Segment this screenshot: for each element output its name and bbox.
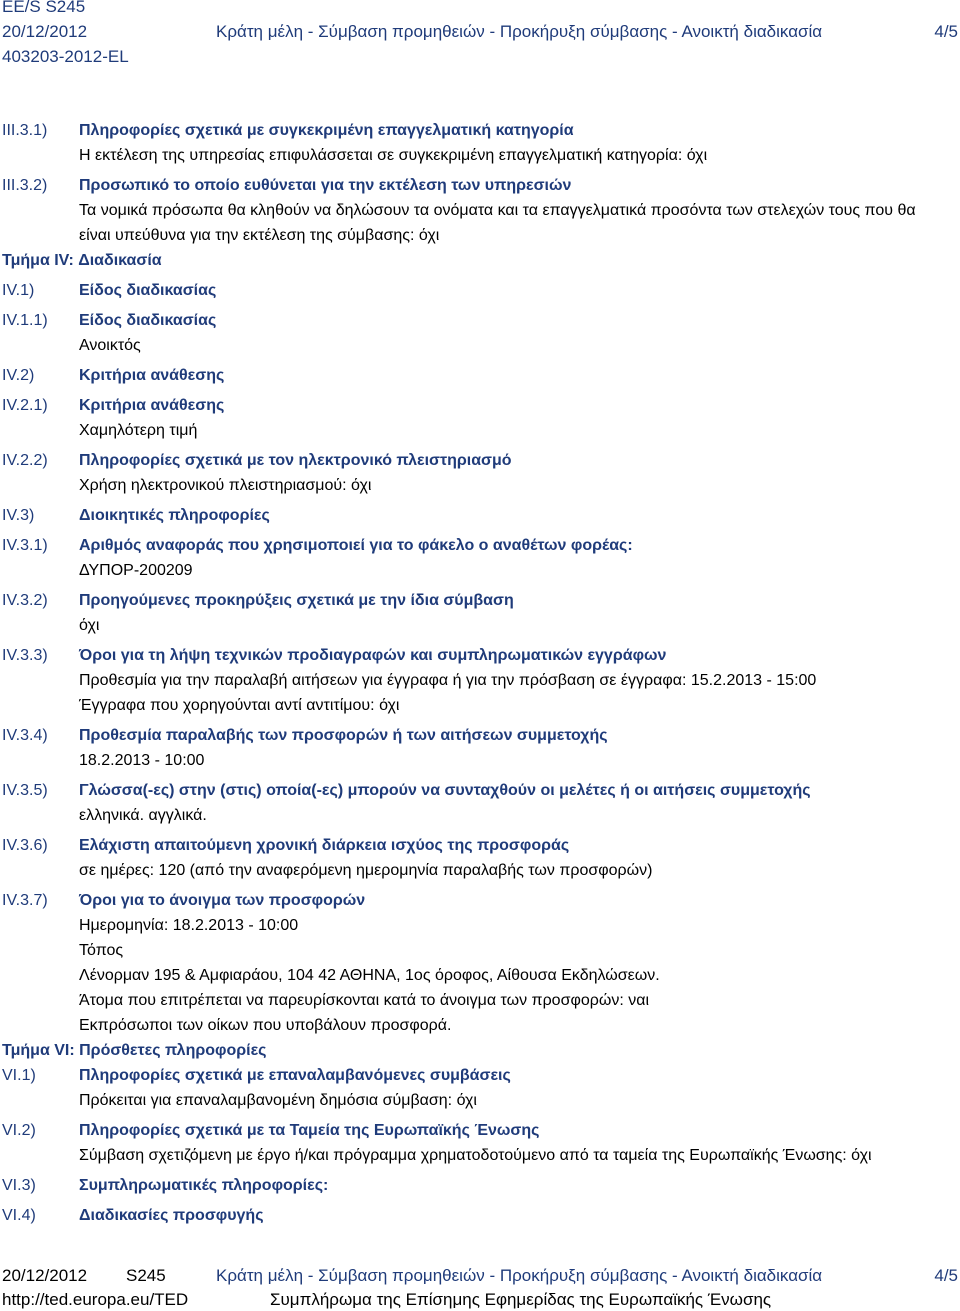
section-title: Πληροφορίες σχετικά με συγκεκριμένη επαγγελματική κατηγορία	[79, 122, 574, 139]
footer-date: 20/12/2012	[2, 1266, 88, 1285]
section-title: Κριτήρια ανάθεσης	[79, 397, 225, 414]
section-text: Η εκτέλεση της υπηρεσίας επιφυλάσσεται σε συγκεκριμένη επαγγελματική κατηγορία: όχι	[79, 147, 708, 164]
section-title: Προηγούμενες προκηρύξεις σχετικά με την ίδια σύμβαση	[79, 592, 514, 609]
place-label: Τόπος	[79, 942, 124, 959]
section-number: VI.1)	[2, 1067, 36, 1084]
section-number: VI.3)	[2, 1177, 36, 1194]
section-title: Πληροφορίες σχετικά με τα Ταμεία της Ευρωπαϊκής Ένωσης	[79, 1122, 540, 1139]
section-number: IV.3.3)	[2, 647, 48, 664]
section-iv-3-6	[0, 833, 960, 883]
section-text: Χρήση ηλεκτρονικού πλειστηριασμού: όχι	[79, 477, 372, 494]
section-number: VI.4)	[2, 1207, 36, 1224]
opening-date: Ημερομηνία: 18.2.2013 - 10:00	[79, 917, 299, 934]
footer-subtitle: Συμπλήρωμα της Επίσημης Εφημερίδας της Ευρωπαϊκής Ένωσης	[270, 1290, 772, 1309]
section-iv-3-4	[0, 723, 960, 773]
section-text: σε ημέρες: 120 (από την αναφερόμενη ημερομηνία παραλαβής των προσφορών)	[79, 862, 653, 879]
section-number: IV.3.6)	[2, 837, 48, 854]
header-doc-code: EE/S S245	[2, 0, 86, 16]
section-text: ΔΥΠΟΡ-200209	[79, 562, 193, 579]
section-title: Είδος διαδικασίας	[79, 282, 217, 299]
section-title: Συμπληρωματικές πληροφορίες:	[79, 1177, 329, 1194]
section-text: όχι	[79, 617, 100, 634]
footer-code: S245	[126, 1266, 166, 1285]
section-iii-3-2	[0, 173, 960, 248]
section-text: Ανοικτός	[79, 337, 141, 354]
section-number: IV.3.1)	[2, 537, 48, 554]
section-title: Ελάχιστη απαιτούμενη χρονική διάρκεια ισχύος της προσφοράς	[79, 837, 570, 854]
section-title: Διαδικασίες προσφυγής	[79, 1207, 264, 1224]
persons-detail: Εκπρόσωποι των οίκων που υποβάλουν προσφορά.	[79, 1017, 452, 1034]
footer-url[interactable]: http://ted.europa.eu/TED	[2, 1290, 189, 1309]
page-header	[0, 0, 960, 70]
page-footer	[0, 1264, 960, 1311]
section-title: Πληροφορίες σχετικά με επαναλαμβανόμενες συμβάσεις	[79, 1067, 511, 1084]
persons-allowed: Άτομα που επιτρέπεται να παρευρίσκονται κατά το άνοιγμα των προσφορών: ναι	[79, 992, 650, 1009]
section-title: Είδος διαδικασίας	[79, 312, 217, 329]
section-vi-4	[0, 1203, 960, 1228]
section-iv-1-1	[0, 308, 960, 358]
section-iv-3-3	[0, 643, 960, 718]
section-number: IV.2)	[2, 367, 35, 384]
header-date: 20/12/2012	[2, 22, 88, 41]
section-title: Γλώσσα(-ες) στην (στις) οποία(-ες) μπορούν να συνταχθούν οι μελέτες ή οι αιτήσεις συμμετοχής	[79, 782, 811, 799]
section-title: Διοικητικές πληροφορίες	[79, 507, 270, 524]
section-number: IV.2.2)	[2, 452, 48, 469]
section-iv-1	[0, 278, 960, 303]
section-number: IV.3.5)	[2, 782, 48, 799]
section-title: Προθεσμία παραλαβής των προσφορών ή των αιτήσεων συμμετοχής	[79, 727, 608, 744]
section-title: Αριθμός αναφοράς που χρησιμοποιεί για το φάκελο ο αναθέτων φορέας:	[79, 537, 633, 554]
section-number: IV.3.7)	[2, 892, 48, 909]
section-iv-heading: Τμήμα IV: Διαδικασία	[2, 252, 162, 269]
section-iv-2-1	[0, 393, 960, 443]
section-text: Σύμβαση σχετιζόμενη με έργο ή/και πρόγραμμα χρηματοδοτούμενο από τα ταμεία της Ευρωπαϊκής Ένωσης: όχι	[79, 1147, 872, 1164]
place-address: Λένορμαν 195 & Αμφιαράου, 104 42 ΑΘΗΝΑ, 1ος όροφος, Αίθουσα Εκδηλώσεων.	[79, 967, 660, 984]
section-text: 18.2.2013 - 10:00	[79, 752, 205, 769]
header-id: 403203-2012-EL	[2, 47, 129, 66]
section-text: Πρόκειται για επαναλαμβανομένη δημόσια σύμβαση: όχι	[79, 1092, 477, 1109]
section-vi-2	[0, 1118, 960, 1168]
section-iv-2	[0, 363, 960, 388]
section-iv-3-1	[0, 533, 960, 583]
header-title: Κράτη μέλη - Σύμβαση προμηθειών - Προκήρυξη σύμβασης - Ανοικτή διαδικασία	[216, 22, 823, 41]
section-title: Πληροφορίες σχετικά με τον ηλεκτρονικό πλειστηριασμό	[79, 452, 512, 469]
section-vi-1	[0, 1063, 960, 1113]
footer-page-number: 4/5	[934, 1266, 958, 1285]
section-text: ελληνικά. αγγλικά.	[79, 807, 207, 824]
section-title: Όροι για το άνοιγμα των προσφορών	[79, 892, 366, 909]
section-iv-2-2	[0, 448, 960, 498]
section-title: Προσωπικό το οποίο ευθύνεται για την εκτέλεση των υπηρεσιών	[79, 177, 572, 194]
section-text: Προθεσμία για την παραλαβή αιτήσεων για έγγραφα ή για την πρόσβαση σε έγγραφα: 15.2.2013 - 15:00	[79, 672, 817, 689]
section-iii-3-1	[0, 118, 960, 168]
section-text: Έγγραφα που χορηγούνται αντί αντιτίμου: όχι	[79, 697, 400, 714]
section-title: Κριτήρια ανάθεσης	[79, 367, 225, 384]
footer-title: Κράτη μέλη - Σύμβαση προμηθειών - Προκήρυξη σύμβασης - Ανοικτή διαδικασία	[216, 1266, 823, 1285]
document-body	[0, 118, 960, 1228]
section-number: III.3.1)	[2, 122, 48, 139]
section-number: IV.3)	[2, 507, 35, 524]
section-number: IV.1)	[2, 282, 35, 299]
section-text: Τα νομικά πρόσωπα θα κληθούν να δηλώσουν τα ονόματα και τα επαγγελματικά προσόντα των στελεχών τους που θα είναι υπεύθυνα για την εκτέλεση της σύμβασης: όχι	[79, 202, 916, 244]
section-number: III.3.2)	[2, 177, 48, 194]
section-vi-heading: Τμήμα VI: Πρόσθετες πληροφορίες	[2, 1042, 267, 1059]
section-iv-3	[0, 503, 960, 528]
section-text: Χαμηλότερη τιμή	[79, 422, 198, 439]
section-iv-3-2	[0, 588, 960, 638]
section-number: IV.3.2)	[2, 592, 48, 609]
section-iv-3-7	[0, 888, 960, 1038]
header-page-number: 4/5	[934, 22, 958, 41]
section-number: IV.3.4)	[2, 727, 48, 744]
section-title: Όροι για τη λήψη τεχνικών προδιαγραφών και συμπληρωματικών εγγράφων	[79, 647, 667, 664]
section-iv-3-5	[0, 778, 960, 828]
section-vi-3	[0, 1173, 960, 1198]
section-number: VI.2)	[2, 1122, 36, 1139]
section-number: IV.1.1)	[2, 312, 48, 329]
section-number: IV.2.1)	[2, 397, 48, 414]
